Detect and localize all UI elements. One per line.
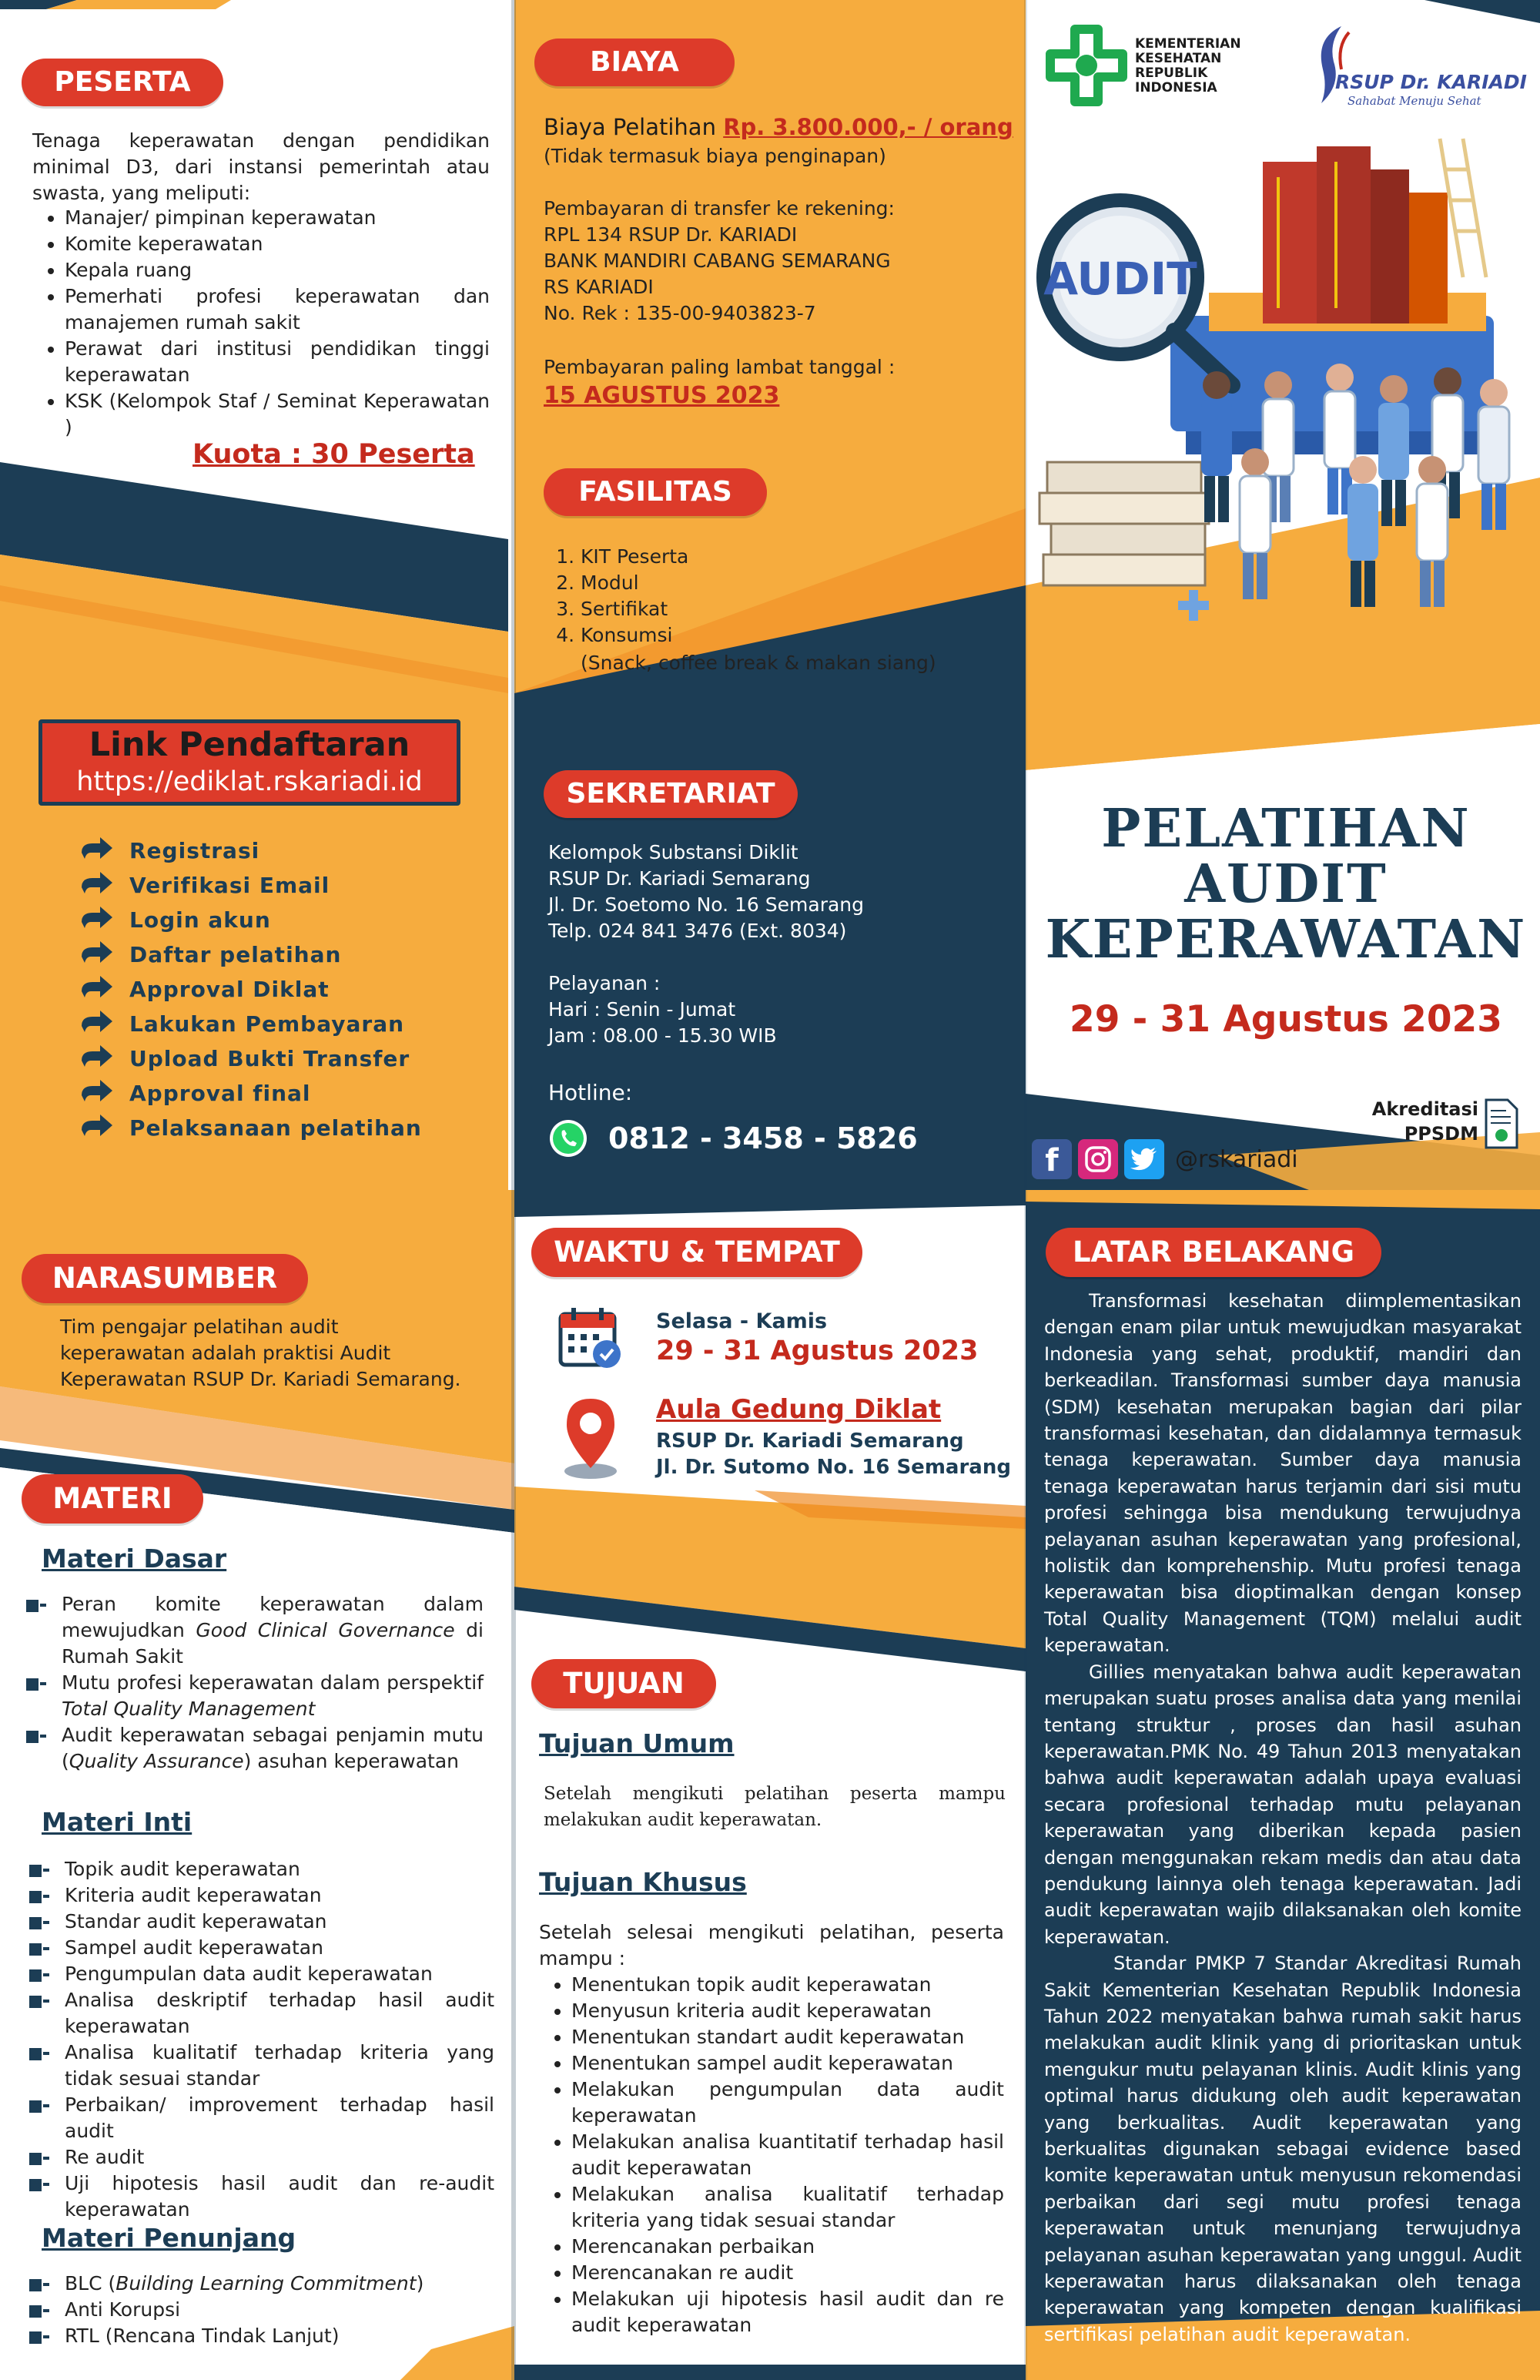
cover-title: PELATIHAN AUDIT KEPERAWATAN	[1045, 798, 1527, 970]
biaya-heading: BIAYA	[534, 39, 735, 86]
hotline-label: Hotline:	[548, 1080, 633, 1105]
registration-title: Link Pendaftaran	[89, 726, 410, 764]
materi-penunjang-title: Materi Penunjang	[42, 2223, 296, 2253]
sekretariat-info: Kelompok Substansi Diklit RSUP Dr. Kariadi Semarang Jl. Dr. Soetomo No. 16 Semarang Telp. 024 841 3476 (Ext. 8034) Pelayanan : Hari : Senin - Jumat Jam : 08.00 - 15.30 WIB	[548, 841, 865, 1047]
list-item: BLC (Building Learning Commitment)	[29, 2271, 494, 2297]
list-item: Standar audit keperawatan	[29, 1909, 494, 1935]
tujuan-khusus-list	[539, 1972, 1004, 2338]
list-item: Kriteria audit keperawatan	[29, 1882, 494, 1909]
biaya-deadline-label: Pembayaran paling lambat tanggal :	[544, 356, 896, 378]
list-item: • Kepala ruang	[65, 257, 490, 283]
materi-heading: MATERI	[22, 1474, 203, 1524]
tujuan-khusus-intro: Setelah selesai mengikuti pelatihan, peserta mampu :	[539, 1921, 1004, 1969]
fasilitas-note: (Snack, coffee break & makan siang)	[581, 652, 936, 674]
kemenkes-logo: KEMENTERIAN KESEHATAN REPUBLIK INDONESIA	[1044, 23, 1267, 116]
registration-url[interactable]: https://ediklat.rskariadi.id	[76, 766, 423, 797]
peserta-quota: Kuota : 30 Peserta	[192, 439, 475, 470]
list-item: Audit keperawatan sebagai penjamin mutu (Quality Assurance) asuhan keperawatan	[26, 1722, 484, 1775]
list-item: 1. KIT Peserta	[581, 544, 1016, 570]
list-item: Perbaikan/ improvement terhadap hasil audit	[29, 2092, 494, 2144]
waktu-venue: Aula Gedung Diklat	[656, 1394, 942, 1425]
audit-illustration	[1032, 123, 1540, 647]
registration-box[interactable]	[38, 719, 460, 806]
peserta-heading: PESERTA	[22, 59, 223, 106]
list-item: • Menyusun kriteria audit keperawatan	[571, 1998, 1004, 2024]
list-item: • Perawat dari institusi pendidikan tinggi keperawatan	[65, 336, 490, 388]
tujuan-heading: TUJUAN	[531, 1659, 716, 1708]
list-item: • Merencanakan re audit	[571, 2260, 1004, 2286]
fasilitas-heading: FASILITAS	[544, 468, 767, 516]
latar-body	[1044, 1288, 1522, 2348]
step-item: Lakukan Pembayaran	[80, 1007, 480, 1041]
list-item: Mutu profesi keperawatan dalam perspektif Total Quality Management	[26, 1670, 484, 1722]
fasilitas-list	[547, 544, 1016, 649]
list-item: • Merencanakan perbaikan	[571, 2234, 1004, 2260]
latar-paragraph-2: Gillies menyatakan bahwa audit keperawatan merupakan suatu proses analisa data yang menilai tentang struktur , proses dan hasil asuhan keperawatan.PMK No. 49 Tahun 2013 menyatakan bahwa audit keperawatan adalah upaya evaluasi secara profesional terhadap mutu pelayanan keperawatan yang diberikan kepada pasien dengan menggunakan rekam medis dan atau data pendukung lainnya oleh tenaga keperawatan. Jadi audit keperawatan wajib dilaksanakan oleh komite keperawatan.	[1044, 1661, 1522, 1948]
step-item: Pelaksanaan pelatihan	[80, 1111, 480, 1145]
list-item: • Manajer/ pimpinan keperawatan	[65, 205, 490, 231]
list-item: • Melakukan analisa kualitatif terhadap kriteria yang tidak sesuai standar	[571, 2181, 1004, 2234]
list-item: Pengumpulan data audit keperawatan	[29, 1961, 494, 1987]
list-item: • Melakukan analisa kuantitatif terhadap hasil audit keperawatan	[571, 2129, 1004, 2181]
arrow-icon	[80, 872, 114, 900]
list-item: 2. Modul	[581, 570, 1016, 596]
materi-inti-list	[29, 1856, 494, 2223]
peserta-list	[32, 205, 490, 441]
list-item: Uji hipotesis hasil audit dan re-audit keperawatan	[29, 2170, 494, 2223]
social-bar	[1032, 1135, 1298, 1183]
social-handle[interactable]: @rskariadi	[1175, 1145, 1298, 1173]
list-item: RTL (Rencana Tindak Lanjut)	[29, 2323, 494, 2349]
latar-paragraph-3: Standar PMKP 7 Standar Akreditasi Rumah Sakit Kementerian Kesehatan Republik Indonesia Tahun 2022 menyatakan bahwa rumah sakit harus melakukan audit klinik yang di prioritaskan untuk mengukur mutu pelayanan klinis. Audit klinis yang optimal harus didukung oleh audit keperawatan yang berkualitas. Audit keperawatan yang berkualitas digunakan sebagai evidence based komite keperawatan untuk menyusun rekomendasi perbaikan dari segi mutu profesi tenaga keperawatan untuk menunjang terwujudnya pelayanan asuhan keperawatan yang unggul. Audit keperawatan harus dilaksanakan oleh tenaga keperawatan yang kompeten dengan kualifikasi sertifikasi pelatihan audit keperawatan.	[1044, 1953, 1522, 2345]
list-item: • Komite keperawatan	[65, 231, 490, 257]
list-item: Sampel audit keperawatan	[29, 1935, 494, 1961]
list-item: Analisa kualitatif terhadap kriteria yang tidak sesuai standar	[29, 2040, 494, 2092]
list-item: • Menentukan standart audit keperawatan	[571, 2024, 1004, 2050]
hotline-number[interactable]: 0812 - 3458 - 5826	[608, 1121, 918, 1155]
certificate-icon	[1483, 1098, 1518, 1149]
biaya-account: RPL 134 RSUP Dr. KARIADI BANK MANDIRI CABANG SEMARANG RS KARIADI No. Rek : 135-00-9403823-7	[544, 223, 891, 324]
list-item: • Menentukan topik audit keperawatan	[571, 1972, 1004, 1998]
location-pin-icon	[556, 1396, 625, 1480]
step-item: Registrasi	[80, 833, 480, 868]
materi-dasar-list	[26, 1591, 484, 1775]
arrow-icon	[80, 837, 114, 865]
arrow-icon	[80, 1115, 114, 1142]
accreditation-label: Akreditasi PPSDM	[1371, 1098, 1478, 1145]
arrow-icon	[80, 1045, 114, 1073]
arrow-icon	[80, 941, 114, 969]
materi-penunjang-list	[29, 2271, 494, 2349]
arrow-icon	[80, 907, 114, 934]
biaya-transfer-intro: Pembayaran di transfer ke rekening:	[544, 197, 895, 220]
waktu-address: Jl. Dr. Sutomo No. 16 Semarang	[656, 1456, 1011, 1479]
materi-inti-title: Materi Inti	[42, 1807, 192, 1837]
list-item: 3. Sertifikat	[581, 596, 1016, 622]
tujuan-umum-text: Setelah mengikuti pelatihan peserta mampu melakukan audit keperawatan.	[544, 1784, 1006, 1830]
tujuan-khusus-title: Tujuan Khusus	[539, 1867, 747, 1897]
whatsapp-icon	[548, 1118, 588, 1158]
arrow-icon	[80, 1080, 114, 1108]
step-item: Upload Bukti Transfer	[80, 1041, 480, 1076]
narasumber-text: Tim pengajar pelatihan audit keperawatan adalah praktisi Audit Keperawatan RSUP Dr. Kariadi Semarang.	[60, 1316, 461, 1390]
peserta-intro: Tenaga keperawatan dengan pendidikan minimal D3, dari instansi pemerintah atau swasta, yang meliputi:	[32, 129, 490, 204]
latar-heading: LATAR BELAKANG	[1046, 1228, 1381, 1277]
waktu-date: 29 - 31 Agustus 2023	[656, 1336, 979, 1366]
waktu-heading: WAKTU & TEMPAT	[531, 1228, 862, 1277]
latar-paragraph-1: Transformasi kesehatan diimplementasikan dengan enam pilar untuk mewujudkan masyarakat Indonesia yang sehat, produktif, mandiri dan berkeadilan. Transformasi sumber daya manusia (SDM) kesehatan merupakan bagian dari pilar transformasi kesehatan, dan didalamnya termasuk tenaga keperawatan. Sumber daya manusia tenaga keperawatan harus terjamin dari sisi mutu profesi sehingga bisa mendukung terwujudnya pelayanan asuhan keperawatan yang profesional, holistik dan komprehenship. Mutu profesi tenaga keperawatan bisa dioptimalkan dengan konsep Total Quality Management (TQM) melalui audit keperawatan.	[1044, 1290, 1522, 1657]
cover-date: 29 - 31 Agustus 2023	[1070, 998, 1502, 1041]
step-item: Verifikasi Email	[80, 868, 480, 903]
sekretariat-heading: SEKRETARIAT	[544, 770, 798, 818]
step-item: Login akun	[80, 903, 480, 937]
list-item: • Melakukan pengumpulan data audit keperawatan	[571, 2077, 1004, 2129]
calendar-icon	[557, 1305, 624, 1371]
list-item: • Menentukan sampel audit keperawatan	[571, 2050, 1004, 2077]
waktu-days: Selasa - Kamis	[656, 1309, 828, 1333]
tujuan-umum-title: Tujuan Umum	[539, 1728, 735, 1758]
step-item: Daftar pelatihan	[80, 937, 480, 972]
list-item: Anti Korupsi	[29, 2297, 494, 2323]
list-item: Re audit	[29, 2144, 494, 2170]
list-item: Topik audit keperawatan	[29, 1856, 494, 1882]
arrow-icon	[80, 976, 114, 1004]
list-item: Peran komite keperawatan dalam mewujudkan Good Clinical Governance di Rumah Sakit	[26, 1591, 484, 1670]
kemenkes-logo-icon	[1044, 23, 1129, 116]
step-item: Approval Diklat	[80, 972, 480, 1007]
narasumber-heading: NARASUMBER	[22, 1254, 308, 1303]
step-item: Approval final	[80, 1076, 480, 1111]
biaya-note: (Tidak termasuk biaya penginapan)	[544, 145, 886, 167]
biaya-cost: Biaya Pelatihan Rp. 3.800.000,- / orang	[544, 114, 1013, 140]
biaya-deadline: 15 AGUSTUS 2023	[544, 382, 780, 409]
rs-kariadi-logo: RSUP Dr. KARIADI Sahabat Menuju Sehat	[1304, 23, 1528, 116]
list-item: • Pemerhati profesi keperawatan dan manajemen rumah sakit	[65, 283, 490, 336]
biaya-price: Rp. 3.800.000,- / orang	[723, 114, 1013, 140]
list-item: • Melakukan uji hipotesis hasil audit dan re audit keperawatan	[571, 2286, 1004, 2338]
audit-word: AUDIT	[1043, 253, 1197, 305]
list-item: • KSK (Kelompok Staf / Seminat Keperawatan )	[65, 388, 490, 441]
arrow-icon	[80, 1011, 114, 1038]
twitter-icon[interactable]	[1124, 1139, 1164, 1179]
list-item: Analisa deskriptif terhadap hasil audit keperawatan	[29, 1987, 494, 2040]
waktu-place: RSUP Dr. Kariadi Semarang	[656, 1430, 964, 1453]
registration-steps	[80, 833, 480, 1145]
facebook-icon[interactable]: f	[1032, 1139, 1072, 1179]
instagram-icon[interactable]	[1078, 1139, 1118, 1179]
list-item: 4. Konsumsi	[581, 622, 1016, 649]
materi-dasar-title: Materi Dasar	[42, 1544, 227, 1574]
